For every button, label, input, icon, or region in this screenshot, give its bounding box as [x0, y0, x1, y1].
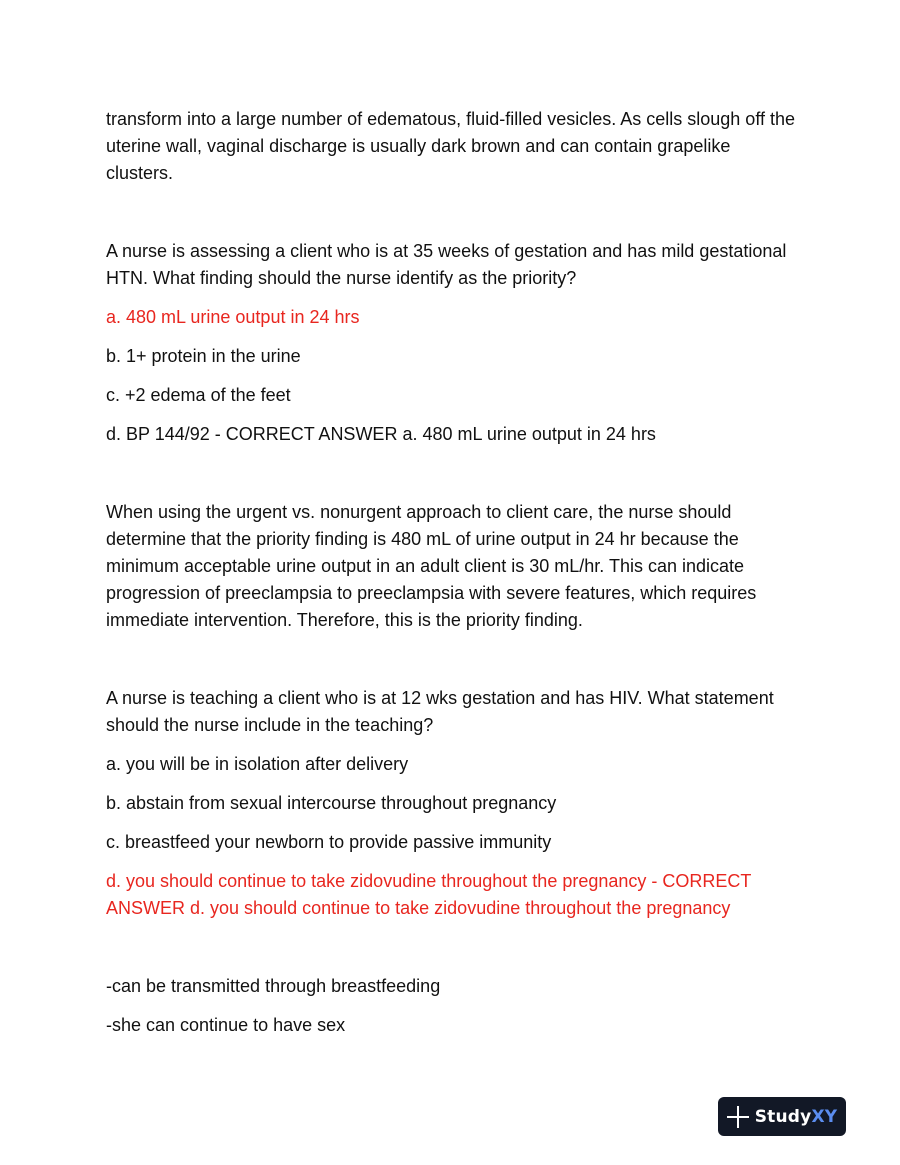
intro-paragraph: transform into a large number of edematous, fluid-filled vesicles. As cells slough off the uterine wall, vaginal discharge is usually dark brown and can contain grapelike clusters.	[106, 109, 796, 183]
question-2-option-b: b. abstain from sexual intercourse throughout pregnancy	[106, 793, 557, 813]
question-2-option-d: d. you should continue to take zidovudine throughout the pregnancy - CORRECT ANSWER d. you should continue to take zidovudine throughout the pregnancy	[106, 871, 752, 918]
question-1-option-b: b. 1+ protein in the urine	[106, 346, 301, 366]
question-2-stem: A nurse is teaching a client who is at 12 wks gestation and has HIV. What statement should the nurse include in the teaching?	[106, 688, 774, 735]
question-1-stem: A nurse is assessing a client who is at 35 weeks of gestation and has mild gestational HTN. What finding should the nurse identify as the priority?	[106, 241, 787, 288]
document-page	[106, 106, 796, 1039]
badge-brand-suffix: XY	[811, 1106, 838, 1127]
studyxy-badge[interactable]	[718, 1097, 846, 1136]
question-1-option-c: c. +2 edema of the feet	[106, 385, 291, 405]
badge-brand	[755, 1107, 838, 1127]
question-2-option-a: a. you will be in isolation after delivery	[106, 754, 409, 774]
question-1-option-a: a. 480 mL urine output in 24 hrs	[106, 307, 360, 327]
question-1-rationale: When using the urgent vs. nonurgent approach to client care, the nurse should determine that the priority finding is 480 mL of urine output in 24 hr because the minimum acceptable urine output in an adult client is 30 mL/hr. This can indicate progression of preeclampsia to preeclampsia with severe features, which requires immediate intervention. Therefore, this is the priority finding.	[106, 502, 757, 630]
question-2-note-1: -can be transmitted through breastfeeding	[106, 976, 441, 996]
badge-brand-name: Study	[754, 1106, 812, 1127]
question-1-option-d: d. BP 144/92 - CORRECT ANSWER a. 480 mL urine output in 24 hrs	[106, 424, 656, 444]
question-2-option-c: c. breastfeed your newborn to provide passive immunity	[106, 832, 552, 852]
plus-icon	[727, 1106, 749, 1128]
question-2-note-2: -she can continue to have sex	[106, 1015, 346, 1035]
